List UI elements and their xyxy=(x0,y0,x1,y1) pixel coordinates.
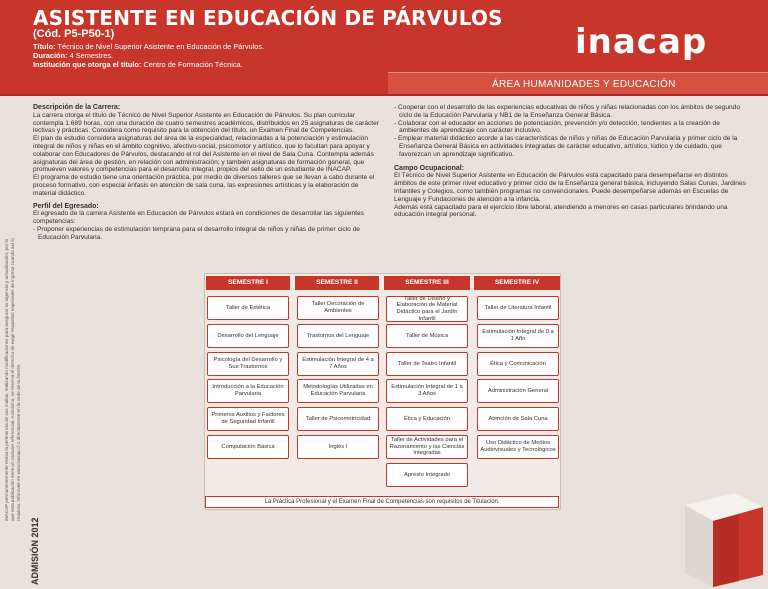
area-band xyxy=(388,72,768,94)
titulacion-footnote: La Práctica Profesional y el Examen Final de Competencias son requisitos de Titulación. xyxy=(205,496,559,508)
subject-cell: Administración General xyxy=(477,379,559,403)
admision-label: ADMISIÓN 2012 xyxy=(30,517,40,585)
subject-cell: Estimulación Integral de 4 a 7 Años xyxy=(297,352,379,376)
subject-cell: Inglés I xyxy=(297,435,379,459)
header-divider xyxy=(0,94,768,96)
duracion-line xyxy=(33,51,113,60)
subject-cell: Uso Didáctico de Medios Audiovisuales y Tecnológicos xyxy=(477,435,559,459)
competencia-item: - Emplear material didáctico acorde a las características de niños y niñas de Educación Parvularia y primer ciclo de la Enseñanza General Básica en actividades integradas de carácter educativo, artístico, lúdico y de cuidado, que favorezcan un aprendizaje significativo. xyxy=(394,135,738,158)
titulo-value: Técnico de Nivel Superior Asistente en Educación de Párvulos. xyxy=(57,42,265,51)
subject-cell: Taller de Psicomotricidad xyxy=(297,407,379,431)
subject-cell: Taller de Actividades para el Razonamiento y las Ciencias Integradas xyxy=(386,435,468,459)
institucion-label: Institución que otorga el título: xyxy=(33,60,142,69)
subject-cell: Ética y Educación xyxy=(386,407,468,431)
subject-cell: Estimulación Integral de 0 a 1 Año xyxy=(477,324,559,348)
disclaimer-text: INACAP permanentemente revisa la pertinencia de sus mallas, realizando modificaciones para asegurar su vigencia y actualización, por lo que esta publicación tiene un carácter referencial. Asimismo, se reserva el derecho de exigir requisitos especiales de ingreso cuando así lo requiera. Infórmate en www.inacap.cl o directamente en la sede de tu interés. xyxy=(4,238,21,521)
subject-cell: Primeros Auxilios y Factores de Seguridad Infantil xyxy=(207,407,289,431)
duracion-label: Duración: xyxy=(33,51,68,60)
campo-paragraph-1: El Técnico de Nivel Superior Asistente en Educación de Párvulos está capacitado para desempeñarse en distintos ámbitos de este primer nivel educativo y primer ciclo de la Enseñanza general básica, incluyendo Salas Cunas, Jardines Infantiles y Colegios, como también programas no convencionales. Puede desempeñarse además en Escuelas de Lenguaje y Fundaciones de atención a la infancia. xyxy=(394,172,746,203)
right-column xyxy=(394,104,746,219)
subject-cell: Taller Decoración de Ambientes xyxy=(297,296,379,320)
subject-cell: Estimulación Integral de 1 a 3 Años xyxy=(386,379,468,403)
left-column xyxy=(33,104,383,242)
subject-cell: Taller de Estética xyxy=(207,296,289,320)
subject-cell: Ética y Comunicación xyxy=(477,352,559,376)
institucion-value: Centro de Formación Técnica. xyxy=(143,60,243,69)
descripcion-paragraph-1: La carrera otorga el título de Técnico de Nivel Superior Asistente en Educación de Párvulos. Su plan curricular contempla 1.689 horas, con una duración de cuatro semestres académicos, distribuidos en 25 asignaturas de carácter lectivas y prácticas. Considera como requisito para la obtención del título, un Examen Final de Competencias. xyxy=(33,111,380,135)
subject-cell: Introducción a la Educación Parvularia xyxy=(207,379,289,403)
inacap-logo: inacap xyxy=(575,22,708,62)
subject-cell: Taller de Teatro Infantil xyxy=(386,352,468,376)
subject-cell: Apresto Integrado xyxy=(386,463,468,487)
program-code: (Cód. P5-P50-1) xyxy=(33,28,115,40)
subject-cell: Psicología del Desarrollo y Sus Trastornos xyxy=(207,352,289,376)
institucion-line xyxy=(33,60,243,69)
semester-header-3: SEMESTRE III xyxy=(384,276,470,290)
subject-cell: Computación Básica xyxy=(207,435,289,459)
competencias-list xyxy=(394,104,746,159)
side-strip xyxy=(2,235,42,585)
subject-cell: Trastornos del Lenguaje xyxy=(297,324,379,348)
perfil-paragraph: El egresado de la carrera Asistente en Educación de Párvulos estará en condiciones de desarrollar las siguientes competencias: xyxy=(33,210,364,226)
subject-cell: Desarrollo del Lenguaje xyxy=(207,324,289,348)
titulo-label: Título: xyxy=(33,42,56,51)
semester-header-4: SEMESTRE IV xyxy=(474,276,560,290)
subject-cell: Atención de Sala Cuna xyxy=(477,407,559,431)
area-label: ÁREA HUMANIDADES Y EDUCACIÓN xyxy=(492,79,676,90)
decorative-cube-icon xyxy=(655,485,765,589)
subject-cell: Metodologías Utilizadas en Educación Parvularia xyxy=(297,379,379,403)
perfil-heading: Perfil del Egresado: xyxy=(33,202,99,210)
subject-cell: Taller de Literatura Infantil xyxy=(477,296,559,320)
subject-cell: Taller de Diseño y Elaboración de Material Didáctico para el Jardín Infantil xyxy=(386,296,468,322)
program-title: ASISTENTE EN EDUCACIÓN DE PÁRVULOS xyxy=(33,6,503,30)
semester-header-2: SEMESTRE II xyxy=(295,276,379,290)
perfil-list xyxy=(33,226,383,242)
descripcion-heading: Descripción de la Carrera: xyxy=(33,104,121,111)
campo-heading: Campo Ocupacional: xyxy=(394,164,465,172)
campo-paragraph-2: Además está capacitado para el ejercicio libre laboral, atendiendo a menores en casas particulares brindando una educación integral personal. xyxy=(394,203,728,219)
semester-header-1: SEMESTRE I xyxy=(206,276,290,290)
descripcion-paragraph-3: El programa de estudio tiene una orientación práctica, por medio de diversos talleres que se llevan a cabo durante el proceso formativo, con especial énfasis en atención de sala cuna, las expresiones artísticas y la elaboración de material didáctico. xyxy=(33,174,375,197)
titulo-line xyxy=(33,42,264,51)
competencia-item: - Cooperar con el desarrollo de las experiencias educativas de niños y niñas relacionadas con los ámbitos de segundo ciclo de la Educación Parvularia y NB1 de la Enseñanza General Básica. xyxy=(394,104,741,119)
subject-cell: Taller de Música xyxy=(386,324,468,348)
competencia-item: - Colaborar con el educador en acciones de potenciación, prevención y/o detección, tendientes a la creación de ambientes de aprendizaje con carácter inclusivo. xyxy=(394,119,720,135)
duracion-value: 4 Semestres. xyxy=(69,51,114,60)
header-banner xyxy=(0,0,768,94)
perfil-item: - Proponer experiencias de estimulación temprana para el desarrollo integral de niños y niñas de primer ciclo de Educación Parvularia. xyxy=(33,225,360,241)
descripcion-paragraph-2: El plan de estudio considera asignaturas del área de la especialidad, relacionadas a la potenciación y estimulación integral de niños y niñas en el ámbito cognitivo, afectivo-social, psicomotor y artístico, que lo facultan para apoyar y colaborar con Educadores de Párvulos, destacando el rol del Asistente en el nivel de Sala Cuna. Contempla además asignaturas del área de gestión, en relación con administración; y también asignaturas de formación general, que promueven valores y competencias para el desarrollo integral, propios del sello de un estudiante de INACAP. xyxy=(33,135,374,174)
